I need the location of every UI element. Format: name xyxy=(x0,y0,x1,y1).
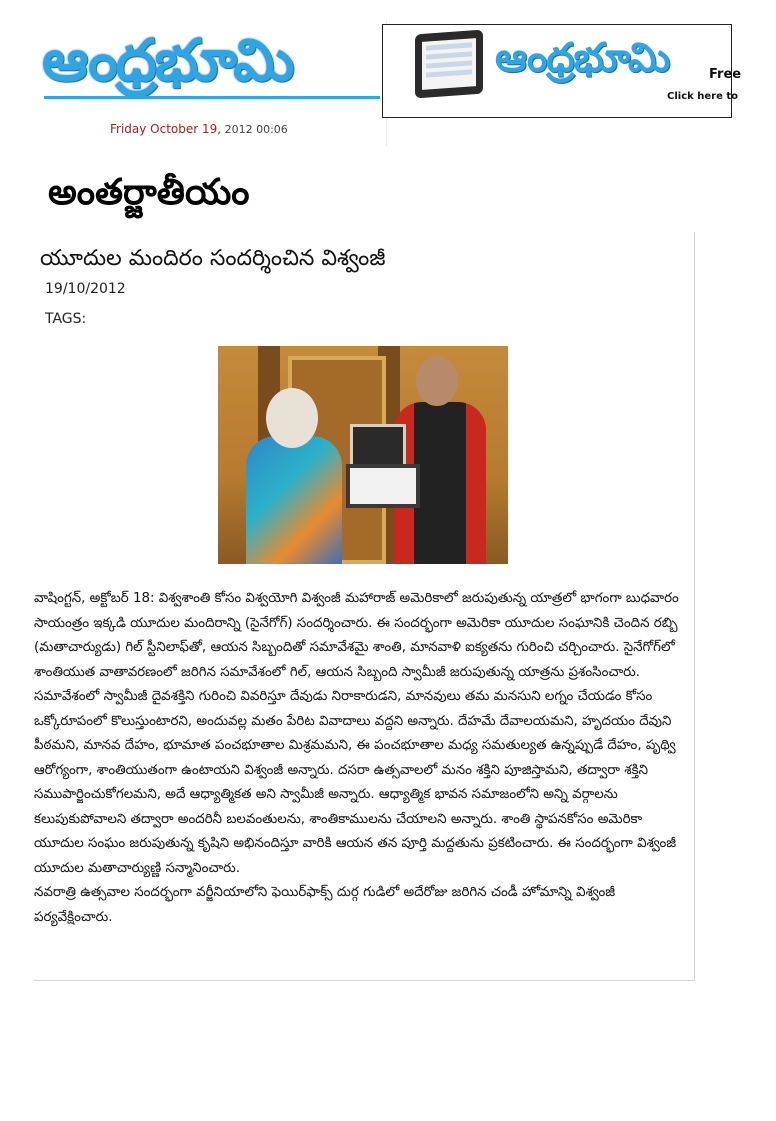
tablet-icon xyxy=(415,30,483,99)
article-date: 19/10/2012 xyxy=(45,281,126,297)
article-paragraph: వాషింగ్టన్, అక్టోబర్ 18: విశ్వశాంతి కోసం విశ్వయోగి విశ్వంజీ మహారాజ్ అమెరికాలో జరుపుతున్న యాత్రలో భాగంగా బుధవారం సాయంత్రం ఇక్కడి యూదుల మందిరాన్ని (సైనేగోగ్) సందర్శించారు. ఈ సందర్భంగా అమెరికా యూదుల సంఘానికి చెందిన రబ్బి (మతాచార్యుడు) గిల్ స్టీనిలాఫ్‌తో, ఆయన సిబ్బందితో సమావేశమై శాంతి, మానవాళి ఐక్యతను గురించి చర్చించారు. సైనేగోగ్‌లో శాంతియుత వాతావరణంలో జరిగిన సమావేశంలో గిల్, ఆయన సిబ్బంది స్వామీజీ జరుపుతున్న యాత్రను ప్రశంసించారు. సమావేశంలో స్వామీజీ దైవశక్తిని గురించి వివరిస్తూ దేవుడు నిరాకారుడని, మానవులు తమ మనసుని లగ్నం చేయడం కోసం ఒక్కోరూపంలో కొలుస్తుంటారని, అందువల్ల మతం పేరిట వివాదాలు వద్దని అన్నారు. దేహమే దేవాలయమని, హృదయం దేవుని పీఠమని, మానవ దేహం, భూమాత పంచభూతాల మిశ్రమమని, ఈ పంచభూతాల మధ్య సమతుల్యత ఉన్నప్పుడే దేహం, పృథ్వి ఆరోగ్యంగా, శాంతియుతంగా ఉంటాయని విశ్వంజీ అన్నారు. దసరా ఉత్సవాలలో మనం శక్తిని పూజిస్తామని, తద్వారా శక్తిని సముపార్జించుకోగలమని, అదే ఆధ్యాత్మికత అని స్వామీజీ అన్నారు. ఆధ్యాత్మిక భావన సమాజంలోని అన్ని వర్గాలను కలుపుకుపోవాలని తద్వారా అందరినీ బలవంతులను, శాంతికాములను చేయాలని అన్నారు. శాంతి స్థాపనకోసం అమెరికా యూదుల సంఘం జరుపుతున్న కృషిని అభినందిస్తూ వారికి ఆయన తన పూర్తి మద్దతును ప్రకటించారు. ఈ సందర్భంగా విశ్వంజీ యూదుల మతాచార్యుణ్ణి సన్మానించారు. xyxy=(34,591,679,876)
banner-logo: ఆంధ్రభూమి xyxy=(495,35,670,81)
article-photo xyxy=(218,346,508,564)
banner-free-text: Free xyxy=(709,67,742,82)
time-text: 2012 00:06 xyxy=(221,123,288,136)
tablet-screen xyxy=(422,38,476,90)
article-paragraph: నవరాత్రి ఉత్సవాల సందర్భంగా వర్జీనియాలోని ఫెయిర్‌ఫాక్స్ దుర్గ గుడిలో అదేరోజు జరిగిన చండీ హోమాన్ని విశ్వంజీ పర్యవేక్షించారు. xyxy=(34,885,616,925)
masthead xyxy=(34,20,387,146)
article-headline: యూదుల మందిరం సందర్శించిన విశ్వంజీ xyxy=(40,246,386,271)
banner-click-link[interactable]: Click here to xyxy=(667,91,739,102)
article-body xyxy=(34,587,690,930)
newspaper-logo[interactable]: ఆంధ్రభూమి xyxy=(42,26,293,94)
date-text: Friday October 19, xyxy=(110,122,222,136)
tags-label: TAGS: xyxy=(45,311,87,327)
section-title: అంతర్జాతీయం xyxy=(48,172,250,213)
logo-underline xyxy=(44,96,380,99)
article xyxy=(34,232,695,981)
epaper-banner-ad[interactable] xyxy=(382,24,742,118)
dateline xyxy=(110,122,288,136)
